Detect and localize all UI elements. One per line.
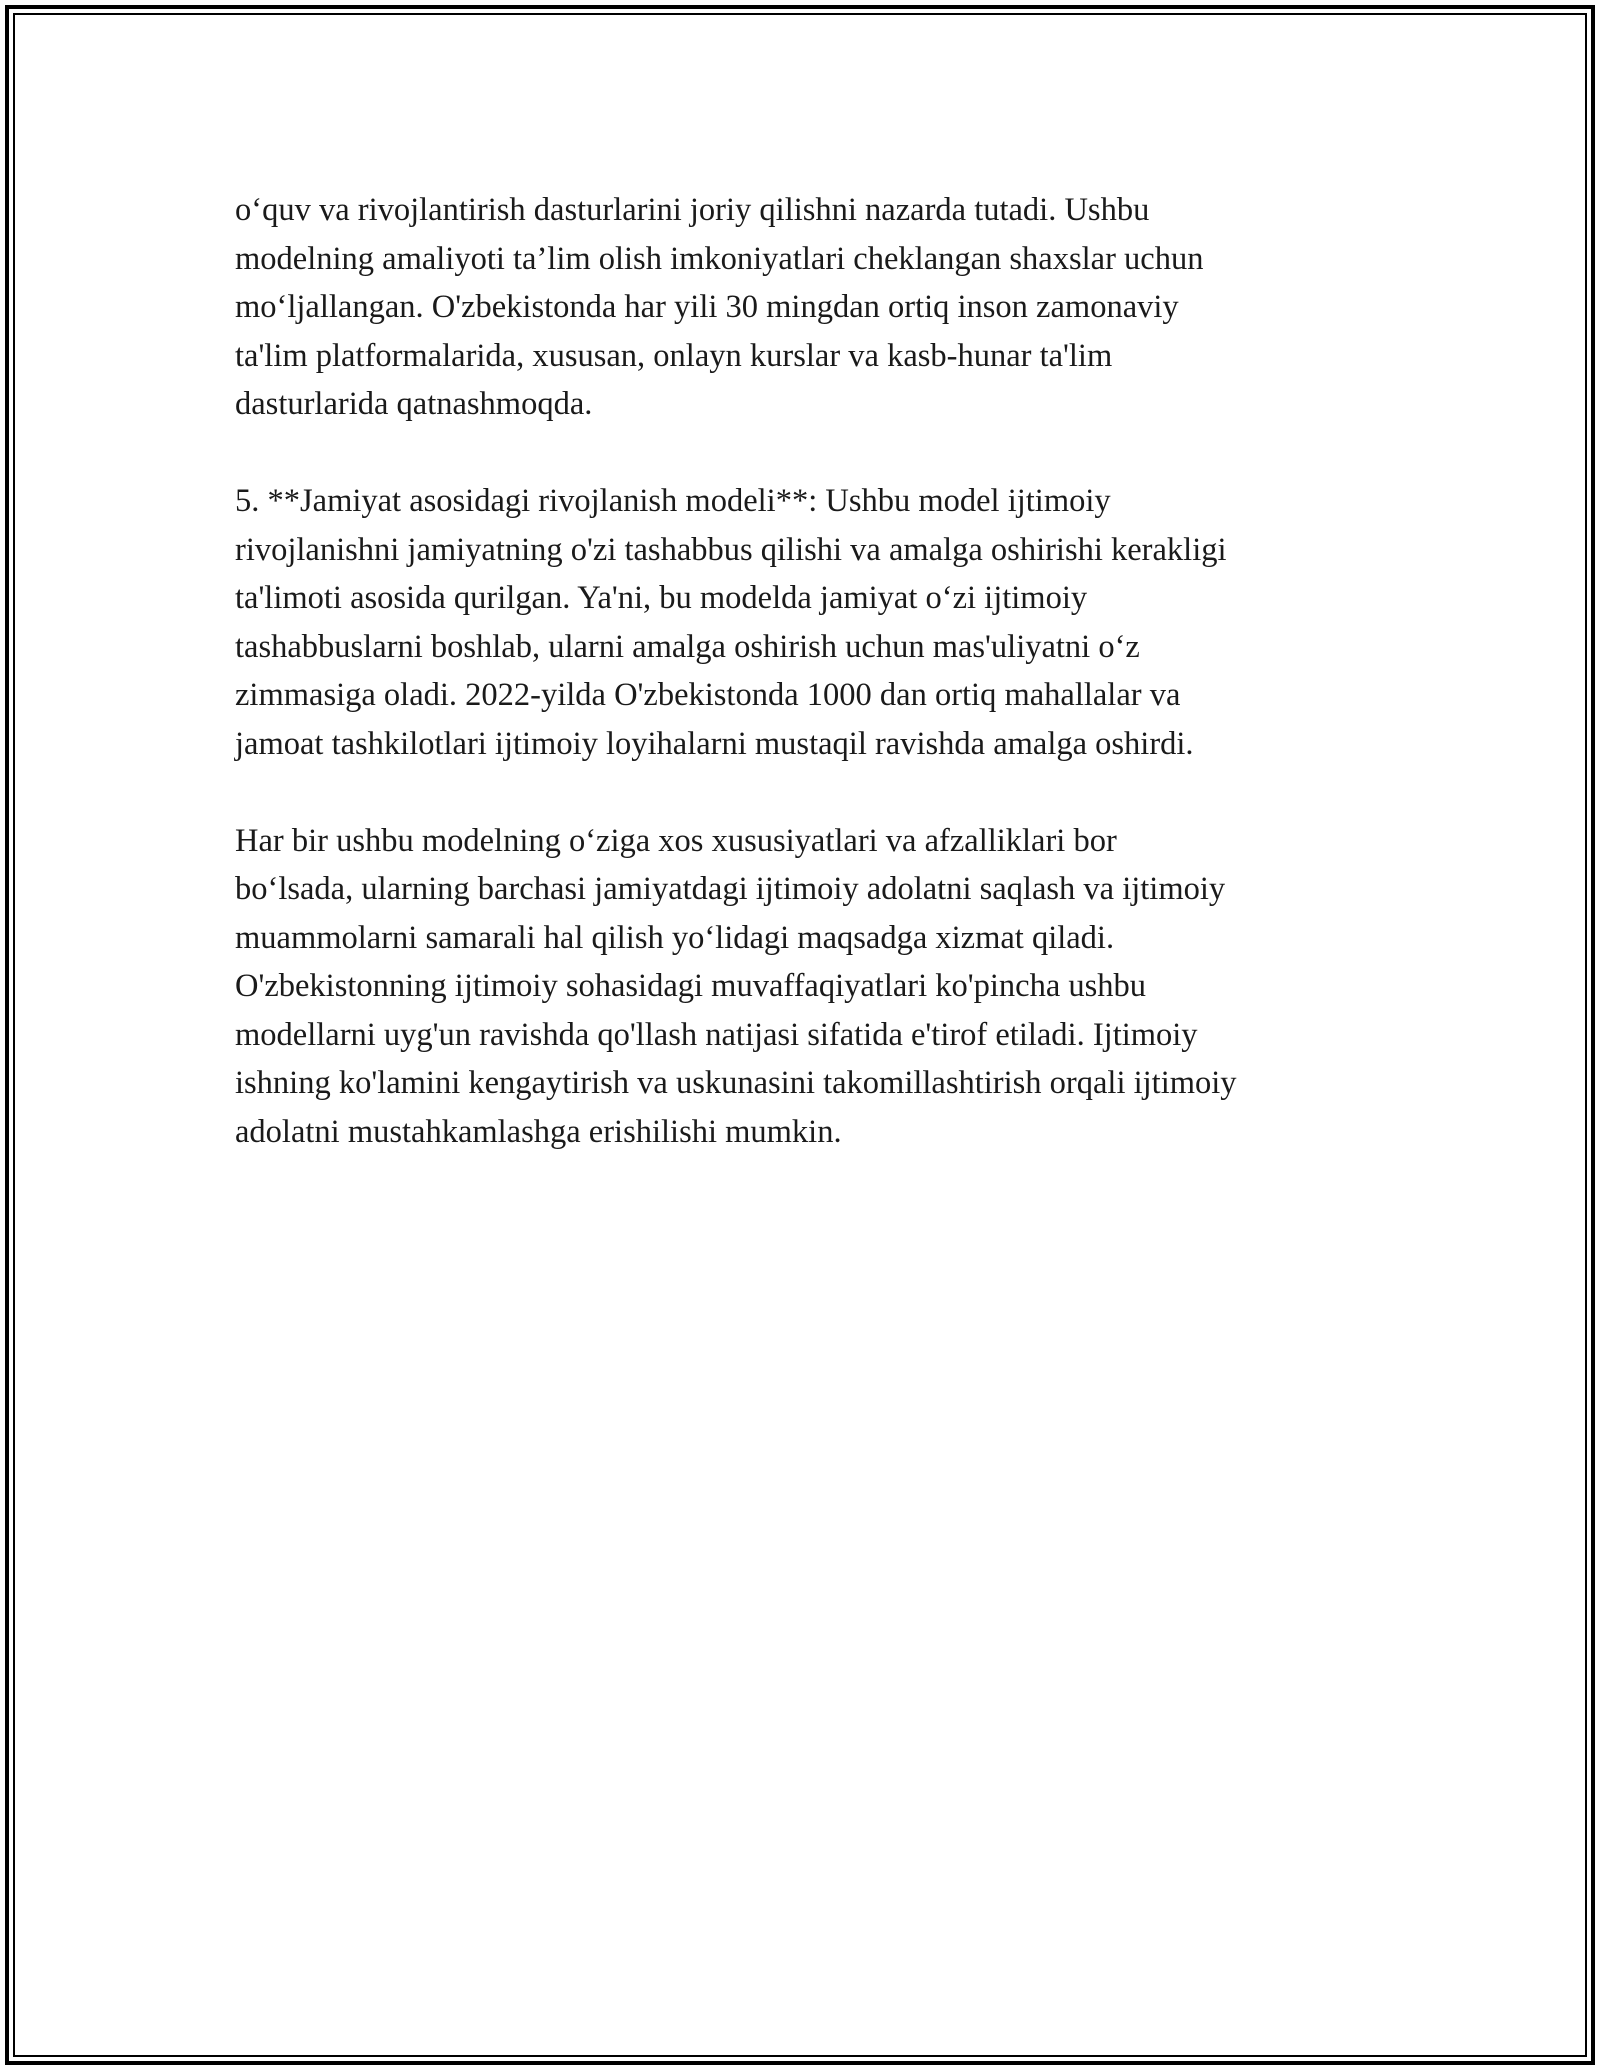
text-line: o‘quv va rivojlantirish dasturlarini joriy qilishni nazarda tutadi. Ushbu xyxy=(235,192,1150,228)
text-line: mo‘ljallangan. O'zbekistonda har yili 30 mingdan ortiq inson zamonaviy xyxy=(235,289,1179,325)
text-line: modellarni uyg'un ravishda qo'llash natijasi sifatida e'tirof etiladi. Ijtimoiy xyxy=(235,1016,1198,1053)
paragraph-3 xyxy=(235,817,1395,1157)
text-line: ta'limoti asosida qurilgan. Ya'ni, bu modelda jamiyat o‘zi ijtimoiy xyxy=(235,580,1088,616)
text-line: jamoat tashkilotlari ijtimoiy loyihalarni mustaqil ravishda amalga oshirdi. xyxy=(235,725,1194,762)
paragraph-1 xyxy=(235,186,1395,429)
text-line: tashabbuslarni boshlab, ularni amalga oshirish uchun mas'uliyatni o‘z xyxy=(235,628,1140,665)
text-line: rivojlanishni jamiyatning o'zi tashabbus qilishi va amalga oshirishi kerakligi xyxy=(235,531,1227,568)
text-line: zimmasiga oladi. 2022-yilda O'zbekistonda 1000 dan ortiq mahallalar va xyxy=(235,677,1181,713)
text-line: adolatni mustahkamlashga erishilishi mumkin. xyxy=(235,1113,842,1150)
text-line: Har bir ushbu modelning o‘ziga xos xususiyatlari va afzalliklari bor xyxy=(235,822,1117,859)
text-line: dasturlarida qatnashmoqda. xyxy=(235,386,593,422)
paragraph-2 xyxy=(235,477,1395,768)
text-line: bo‘lsada, ularning barchasi jamiyatdagi ijtimoiy adolatni saqlash va ijtimoiy xyxy=(235,871,1226,907)
document-body xyxy=(235,186,1395,1205)
text-line: ta'lim platformalarida, xususan, onlayn kurslar va kasb-hunar ta'lim xyxy=(235,337,1113,374)
text-line: O'zbekistonning ijtimoiy sohasidagi muvaffaqiyatlari ko'pincha ushbu xyxy=(235,968,1147,1004)
text-line: modelning amaliyoti ta’lim olish imkoniyatlari cheklangan shaxslar uchun xyxy=(235,240,1204,277)
text-line: 5. **Jamiyat asosidagi rivojlanish modeli**: Ushbu model ijtimoiy xyxy=(235,483,1111,519)
text-line: muammolarni samarali hal qilish yo‘lidagi maqsadga xizmat qiladi. xyxy=(235,919,1115,956)
text-line: ishning ko'lamini kengaytirish va uskunasini takomillashtirish orqali ijtimoiy xyxy=(235,1065,1237,1101)
